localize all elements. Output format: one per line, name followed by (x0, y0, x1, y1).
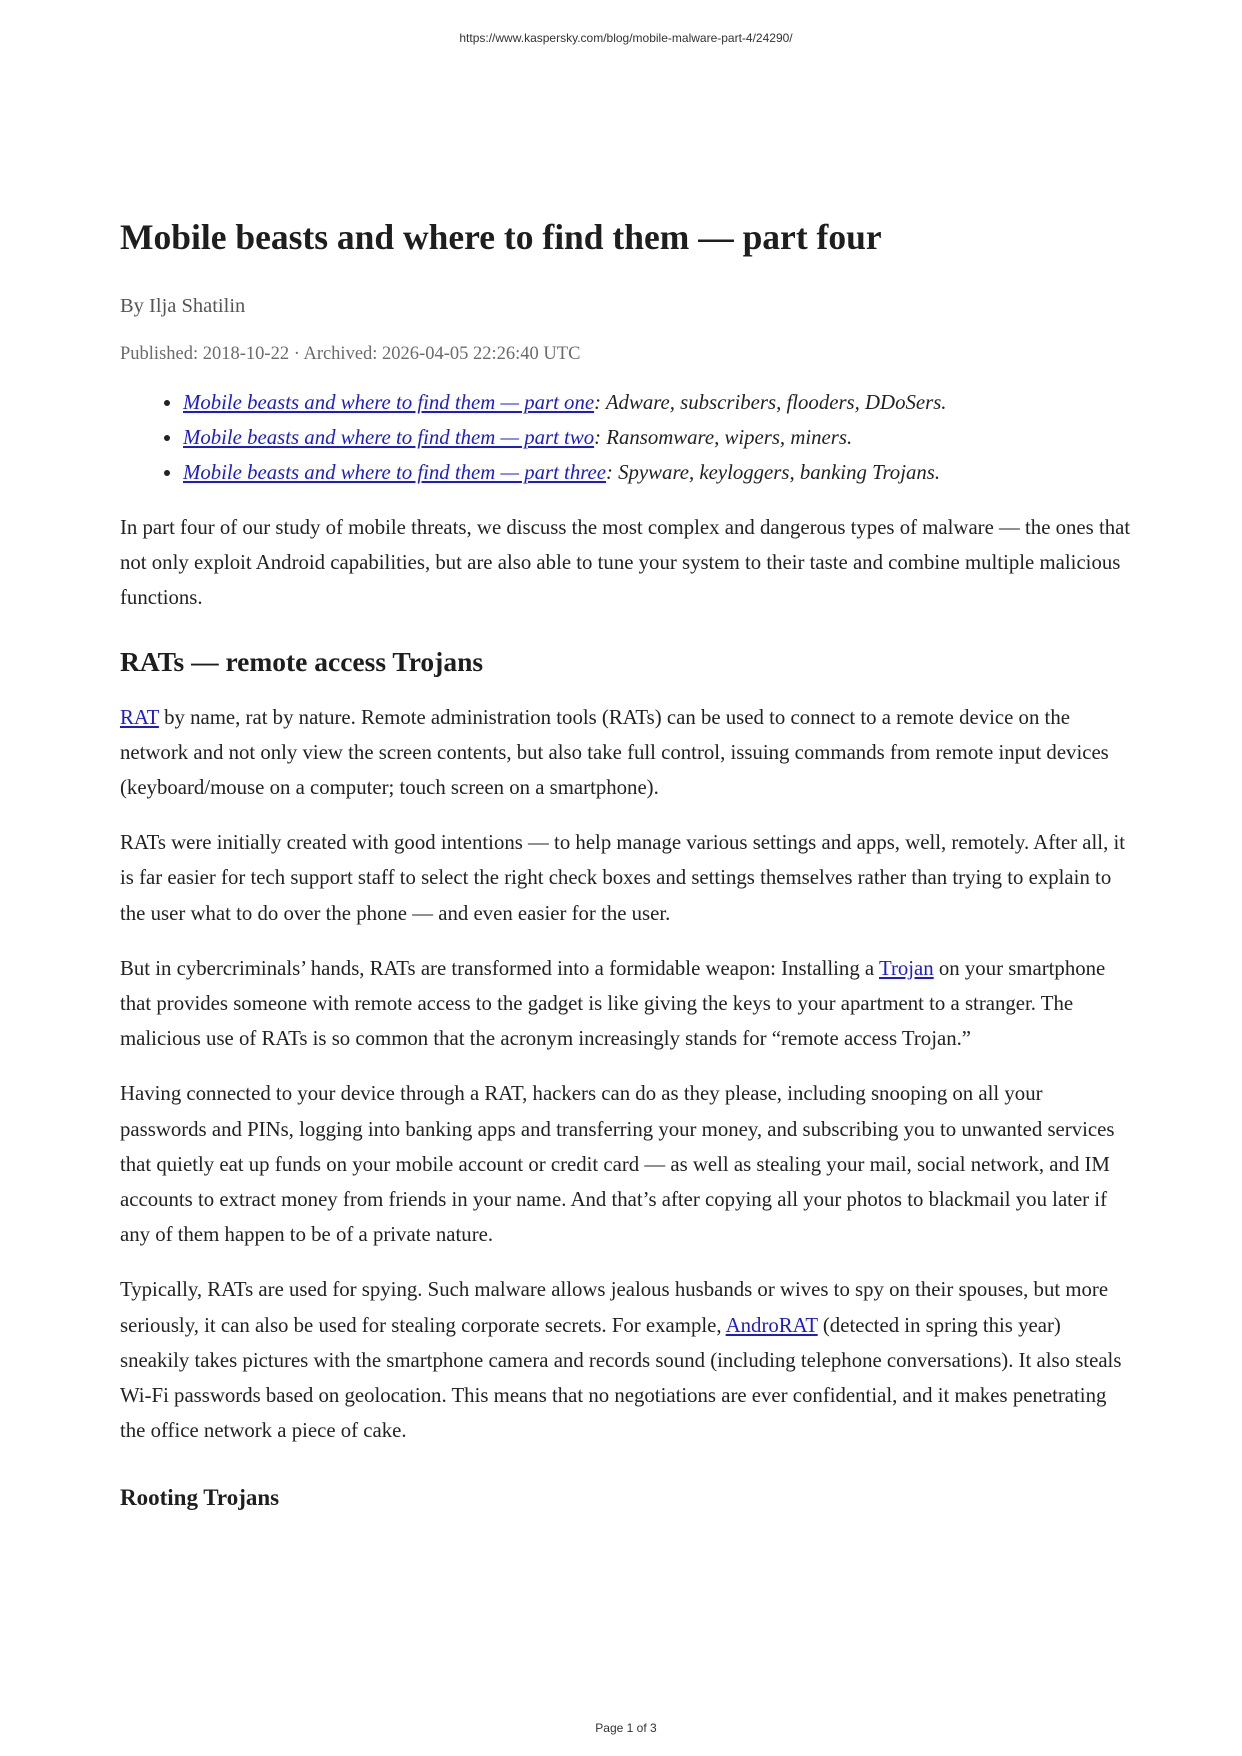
series-list-item (183, 420, 1132, 455)
series-link-part-three[interactable]: Mobile beasts and where to find them — part three (183, 461, 607, 484)
series-link-part-one[interactable]: Mobile beasts and where to find them — part one (183, 391, 595, 414)
androrat-link[interactable]: AndroRAT (725, 1313, 818, 1337)
series-link-part-two[interactable]: Mobile beasts and where to find them — part two (183, 426, 595, 449)
page-url-header: https://www.kaspersky.com/blog/mobile-malware-part-4/24290/ (459, 31, 793, 45)
rat-link[interactable]: RAT (120, 705, 159, 729)
page-number-footer: Page 1 of 3 (595, 1721, 657, 1735)
article-byline: By Ilja Shatilin (120, 295, 246, 317)
paragraph-text: But in cybercriminals’ hands, RATs are transformed into a formidable weapon: Installing a (120, 956, 879, 980)
rats-paragraph-4: Having connected to your device through a RAT, hackers can do as they please, including snooping on all your passwords and PINs, logging into banking apps and transferring your money, and subscribing you to unwanted services that quietly eat up funds on your mobile account or credit card — as well as stealing your mail, social network, and IM accounts to extract money from friends in your name. And that’s after copying all your photos to blackmail you later if any of them happen to be of a private nature. (120, 1082, 1115, 1247)
article-content (120, 213, 1132, 1514)
series-description: : Ransomware, wipers, miners. (594, 426, 853, 449)
paragraph-text: (detected in spring this year) sneakily takes pictures with the smartphone camera and records sound (including telephone conversations). It also steals Wi-Fi passwords based on geolocation. This means that no negotiations are ever confidential, and it makes penetrating the office network a piece of cake. (120, 1313, 1122, 1443)
article-title: Mobile beasts and where to find them — part four (120, 217, 882, 257)
series-description: : Adware, subscribers, flooders, DDoSers. (594, 391, 947, 414)
section-heading-rats: RATs — remote access Trojans (120, 645, 484, 677)
series-links-list (120, 385, 1132, 490)
article-published-date: Published: 2018-10-22 · Archived: 2026-04-05 22:26:40 UTC (120, 344, 581, 364)
paragraph-text: on your smartphone that provides someone with remote access to the gadget is like giving the keys to your apartment to a stranger. The malicious use of RATs is so common that the acronym increasingly stands for “remote access Trojan.” (120, 956, 1106, 1051)
series-list-item (183, 385, 1132, 420)
section-heading-rooting-trojans: Rooting Trojans (120, 1485, 280, 1511)
rats-paragraph-1 (120, 700, 1132, 806)
intro-paragraph: In part four of our study of mobile threats, we discuss the most complex and dangerous types of malware — the ones that not only exploit Android capabilities, but are also able to tune your system to their taste and combine multiple malicious functions. (120, 516, 1131, 610)
paragraph-text: by name, rat by nature. Remote administration tools (RATs) can be used to connect to a remote device on the network and not only view the screen contents, but also take full control, issuing commands from remote input devices (keyboard/mouse on a computer; touch screen on a smartphone). (120, 705, 1109, 800)
trojan-link[interactable]: Trojan (878, 956, 934, 980)
rats-paragraph-2: RATs were initially created with good intentions — to help manage various settings and apps, well, remotely. After all, it is far easier for tech support staff to select the right check boxes and settings themselves rather than trying to explain to the user what to do over the phone — and even easier for the user. (120, 831, 1126, 925)
series-list-item (183, 455, 1132, 490)
rats-paragraph-5 (120, 1272, 1132, 1448)
series-description: : Spyware, keyloggers, banking Trojans. (606, 461, 941, 484)
rats-paragraph-3 (120, 951, 1132, 1057)
paragraph-text: Typically, RATs are used for spying. Such malware allows jealous husbands or wives to spy on their spouses, but more seriously, it can also be used for stealing corporate secrets. For example, (120, 1278, 1109, 1337)
